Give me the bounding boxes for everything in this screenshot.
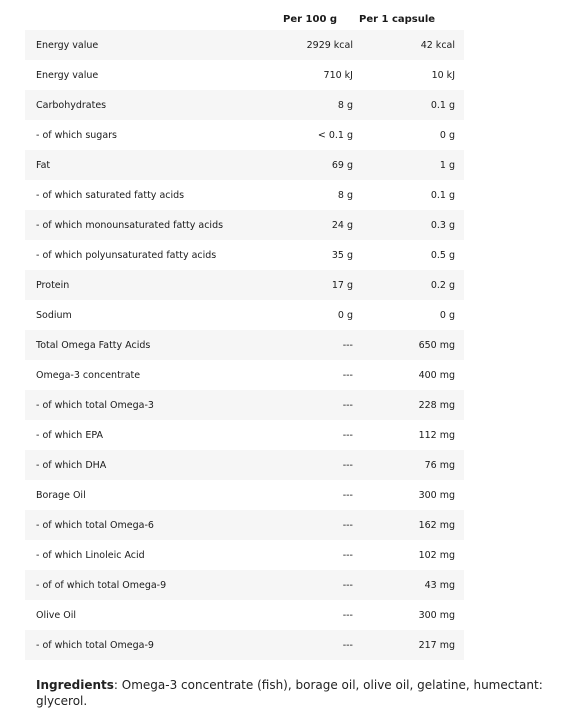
column-header-per-100g: Per 100 g <box>283 14 338 25</box>
nutrient-label: Total Omega Fatty Acids <box>25 330 277 360</box>
value-per-capsule: 43 mg <box>353 570 464 600</box>
nutrient-label: - of of which total Omega-9 <box>25 570 277 600</box>
value-per-capsule: 102 mg <box>353 540 464 570</box>
nutrient-label: Borage Oil <box>25 480 277 510</box>
table-row <box>25 480 464 510</box>
table-row <box>25 150 464 180</box>
nutrient-label: Sodium <box>25 300 277 330</box>
nutrient-label: Omega-3 concentrate <box>25 360 277 390</box>
nutrient-label: - of which saturated fatty acids <box>25 180 277 210</box>
value-per-100g: 710 kJ <box>277 60 353 90</box>
value-per-capsule: 300 mg <box>353 480 464 510</box>
table-row <box>25 300 464 330</box>
ingredients-text <box>36 677 546 709</box>
value-per-100g: --- <box>277 510 353 540</box>
table-row <box>25 180 464 210</box>
value-per-100g: 8 g <box>277 90 353 120</box>
table-row <box>25 390 464 420</box>
value-per-capsule: 650 mg <box>353 330 464 360</box>
value-per-100g: --- <box>277 420 353 450</box>
value-per-100g: --- <box>277 540 353 570</box>
nutrient-label: - of which DHA <box>25 450 277 480</box>
value-per-100g: --- <box>277 480 353 510</box>
nutrient-label: Olive Oil <box>25 600 277 630</box>
value-per-100g: < 0.1 g <box>277 120 353 150</box>
table-row <box>25 270 464 300</box>
table-row <box>25 510 464 540</box>
table-row <box>25 120 464 150</box>
value-per-100g: --- <box>277 390 353 420</box>
value-per-capsule: 0.1 g <box>353 180 464 210</box>
value-per-capsule: 10 kJ <box>353 60 464 90</box>
value-per-capsule: 0.2 g <box>353 270 464 300</box>
nutrient-label: - of which Linoleic Acid <box>25 540 277 570</box>
column-header-per-capsule: Per 1 capsule <box>359 14 436 25</box>
value-per-100g: --- <box>277 570 353 600</box>
nutrition-table <box>25 30 464 660</box>
value-per-100g: 35 g <box>277 240 353 270</box>
ingredients-list: : Omega-3 concentrate (fish), borage oil, olive oil, gelatine, humectant: glycerol. <box>36 678 543 708</box>
value-per-100g: 69 g <box>277 150 353 180</box>
value-per-100g: 2929 kcal <box>277 30 353 60</box>
table-row <box>25 450 464 480</box>
nutrient-label: Energy value <box>25 30 277 60</box>
value-per-100g: --- <box>277 360 353 390</box>
table-header <box>0 0 563 30</box>
nutrient-label: - of which monounsaturated fatty acids <box>25 210 277 240</box>
table-row <box>25 420 464 450</box>
value-per-100g: 0 g <box>277 300 353 330</box>
value-per-capsule: 0.5 g <box>353 240 464 270</box>
value-per-100g: --- <box>277 330 353 360</box>
nutrition-table-body <box>25 30 464 660</box>
table-row <box>25 30 464 60</box>
value-per-capsule: 162 mg <box>353 510 464 540</box>
value-per-capsule: 112 mg <box>353 420 464 450</box>
value-per-100g: 8 g <box>277 180 353 210</box>
ingredients-label: Ingredients <box>36 678 114 692</box>
table-row <box>25 90 464 120</box>
value-per-capsule: 0 g <box>353 300 464 330</box>
nutrient-label: - of which polyunsaturated fatty acids <box>25 240 277 270</box>
table-row <box>25 60 464 90</box>
table-row <box>25 210 464 240</box>
table-row <box>25 240 464 270</box>
nutrient-label: - of which total Omega-3 <box>25 390 277 420</box>
value-per-capsule: 217 mg <box>353 630 464 660</box>
nutrient-label: - of which sugars <box>25 120 277 150</box>
value-per-100g: --- <box>277 630 353 660</box>
nutrient-label: Protein <box>25 270 277 300</box>
nutrient-label: - of which total Omega-9 <box>25 630 277 660</box>
value-per-capsule: 0.1 g <box>353 90 464 120</box>
value-per-capsule: 400 mg <box>353 360 464 390</box>
value-per-capsule: 0.3 g <box>353 210 464 240</box>
table-row <box>25 600 464 630</box>
value-per-100g: --- <box>277 600 353 630</box>
value-per-capsule: 300 mg <box>353 600 464 630</box>
nutrient-label: Fat <box>25 150 277 180</box>
value-per-100g: 24 g <box>277 210 353 240</box>
nutrient-label: - of which EPA <box>25 420 277 450</box>
value-per-capsule: 1 g <box>353 150 464 180</box>
value-per-capsule: 42 kcal <box>353 30 464 60</box>
nutrient-label: Carbohydrates <box>25 90 277 120</box>
table-row <box>25 630 464 660</box>
table-row <box>25 540 464 570</box>
value-per-100g: --- <box>277 450 353 480</box>
nutrient-label: - of which total Omega-6 <box>25 510 277 540</box>
table-row <box>25 330 464 360</box>
table-row <box>25 360 464 390</box>
value-per-100g: 17 g <box>277 270 353 300</box>
nutrient-label: Energy value <box>25 60 277 90</box>
value-per-capsule: 0 g <box>353 120 464 150</box>
value-per-capsule: 76 mg <box>353 450 464 480</box>
table-row <box>25 570 464 600</box>
value-per-capsule: 228 mg <box>353 390 464 420</box>
